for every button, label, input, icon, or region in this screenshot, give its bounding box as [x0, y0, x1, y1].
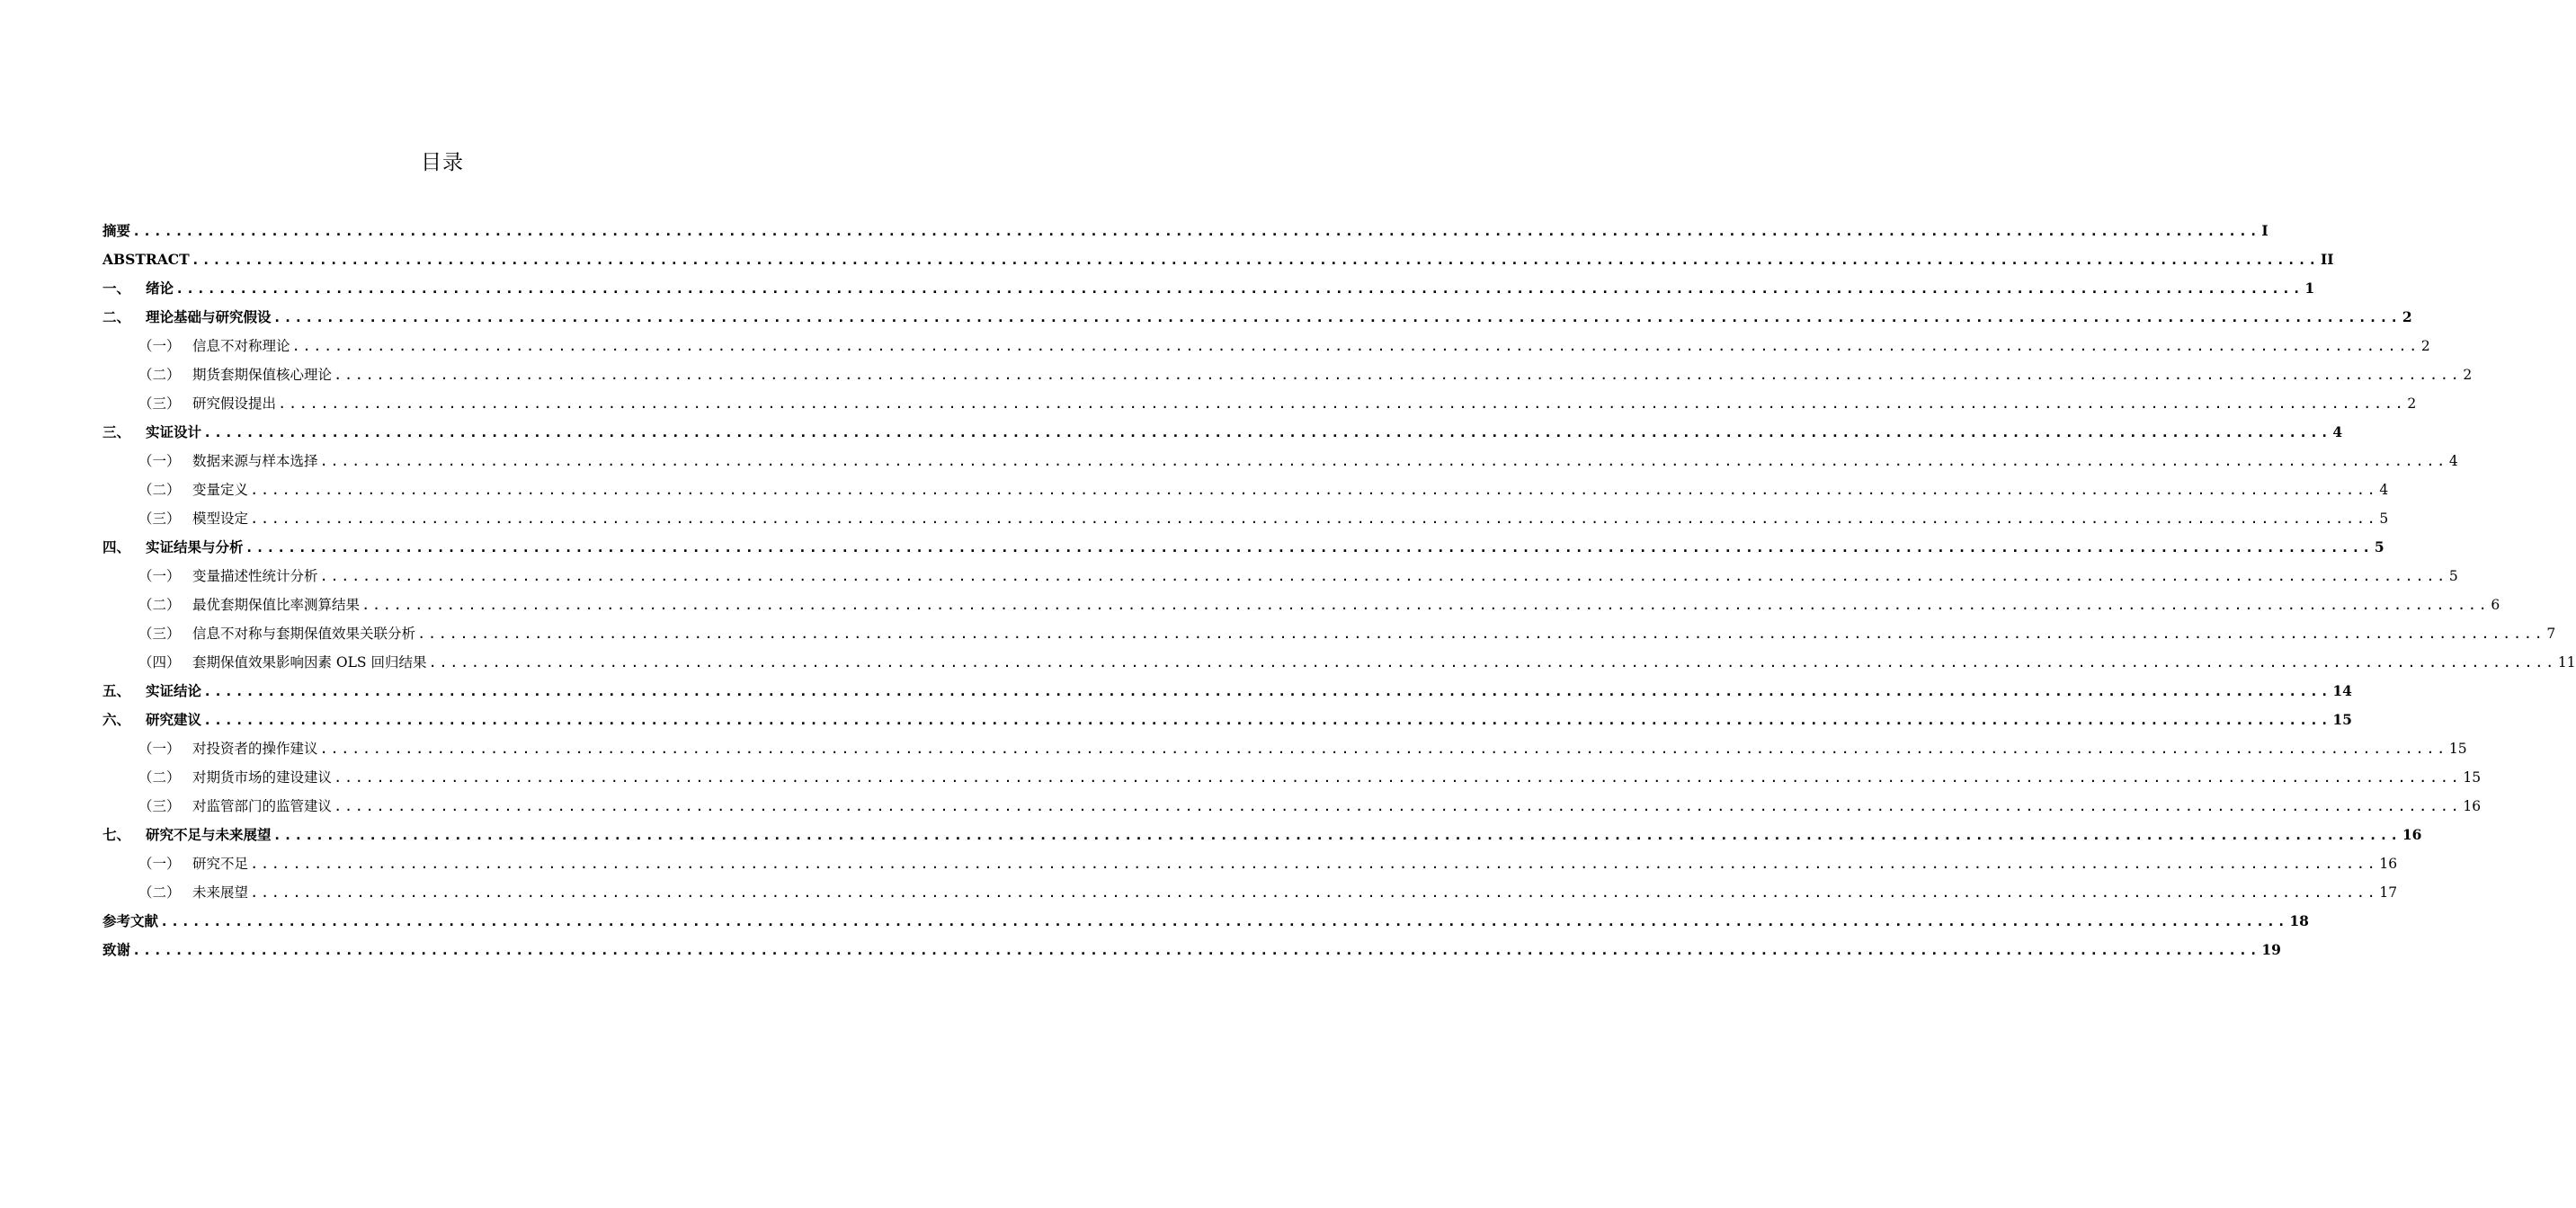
toc-dot-leader: ........................................................................................................................................................................................................: [132, 223, 2260, 239]
toc-entry-number: （一）: [138, 453, 181, 469]
toc-entry-number: （二）: [138, 482, 181, 498]
toc-entry[interactable]: [103, 217, 2268, 245]
toc-entry-title: 参考文献: [103, 912, 159, 929]
toc-entry-page-number: 5: [2379, 511, 2389, 527]
toc-entry-page-number: 14: [2332, 682, 2352, 699]
toc-entry-page-number: 7: [2546, 626, 2556, 642]
toc-entry-number: （二）: [138, 597, 181, 613]
toc-entry-page-number: 6: [2491, 597, 2500, 613]
toc-dot-leader: ........................................................................................................................................................................................................: [203, 683, 2331, 699]
toc-dot-leader: ........................................................................................................................................................................................................: [272, 309, 2401, 325]
toc-entry-number: （一）: [138, 741, 181, 757]
toc-entry-page-number: 19: [2261, 941, 2281, 958]
toc-entry-title: 实证结论: [146, 682, 202, 699]
toc-dot-leader: ........................................................................................................................................................................................................: [319, 568, 2447, 584]
toc-entry-page-number: 5: [2374, 538, 2384, 555]
toc-entry-title: 最优套期保值比率测算结果: [192, 597, 361, 613]
toc-entry-page-number: I: [2261, 222, 2268, 239]
toc-entry-page-number: 4: [2448, 453, 2458, 469]
toc-entry-number: （一）: [138, 856, 181, 872]
toc-entry-title: 未来展望: [192, 884, 249, 901]
toc-dot-leader: ........................................................................................................................................................................................................: [175, 280, 2304, 297]
toc-entry-number: 四、: [103, 538, 131, 555]
toc-entry[interactable]: [103, 648, 2576, 677]
toc-entry[interactable]: [103, 533, 2384, 562]
toc-entry[interactable]: [103, 303, 2412, 332]
toc-entry-title: 理论基础与研究假设: [146, 308, 272, 325]
toc-entry[interactable]: [103, 274, 2315, 303]
toc-entry-number: （一）: [138, 568, 181, 584]
toc-entry-page-number: 2: [2420, 338, 2430, 354]
toc-entry-number: （一）: [138, 338, 181, 354]
toc-entry-title: 对监管部门的监管建议: [192, 798, 333, 814]
toc-entry-number: 二、: [103, 308, 131, 325]
toc-entry-title: 绪论: [146, 280, 174, 297]
toc-entry-page-number: 5: [2448, 568, 2458, 584]
toc-entry-page-number: 2: [2402, 308, 2412, 325]
toc-entry-title: 摘要: [103, 222, 131, 239]
toc-dot-leader: ........................................................................................................................................................................................................: [334, 769, 2462, 786]
toc-dot-leader: ........................................................................................................................................................................................................: [250, 511, 2378, 527]
toc-dot-leader: ........................................................................................................................................................................................................: [361, 597, 2490, 613]
toc-entry-page-number: 15: [2332, 711, 2352, 728]
toc-entry-title: ABSTRACT: [103, 251, 190, 268]
toc-entry-page-number: 4: [2379, 482, 2389, 498]
toc-entry-number: 一、: [103, 280, 131, 297]
toc-entry[interactable]: [103, 447, 2458, 475]
toc-entry-title: 实证结果与分析: [146, 538, 244, 555]
toc-entry-number: 五、: [103, 682, 131, 699]
toc-dot-leader: ........................................................................................................................................................................................................: [291, 338, 2420, 354]
toc-entry-title: 对投资者的操作建议: [192, 741, 318, 757]
toc-entry-page-number: 16: [2463, 798, 2482, 814]
toc-entry-title: 实证设计: [146, 423, 202, 440]
toc-entry[interactable]: [103, 763, 2482, 792]
toc-entry[interactable]: [103, 677, 2352, 706]
toc-dot-leader: ........................................................................................................................................................................................................: [203, 424, 2331, 440]
toc-entry-title: 套期保值效果影响因素 OLS 回归结果: [192, 654, 427, 671]
toc-entry-number: （四）: [138, 654, 181, 671]
toc-entry-page-number: 4: [2332, 423, 2343, 440]
toc-entry[interactable]: [103, 562, 2458, 591]
toc-dot-leader: ........................................................................................................................................................................................................: [250, 856, 2378, 872]
toc-entry-page-number: 11: [2557, 654, 2576, 671]
toc-dot-leader: ........................................................................................................................................................................................................: [272, 827, 2401, 843]
toc-entry[interactable]: [103, 475, 2389, 504]
toc-entry-title: 研究不足与未来展望: [146, 826, 272, 843]
toc-entry-page-number: 16: [2402, 826, 2422, 843]
toc-entry[interactable]: [103, 619, 2556, 648]
toc-dot-leader: ........................................................................................................................................................................................................: [250, 884, 2378, 901]
toc-dot-leader: ........................................................................................................................................................................................................: [319, 453, 2447, 469]
toc-entry-title: 对期货市场的建设建议: [192, 769, 333, 786]
toc-dot-leader: ........................................................................................................................................................................................................: [334, 798, 2462, 814]
toc-entry-title: 变量描述性统计分析: [192, 568, 318, 584]
toc-entry[interactable]: [103, 878, 2398, 907]
toc-entry-page-number: 16: [2379, 856, 2398, 872]
toc-entry-page-number: 1: [2304, 280, 2315, 297]
toc-entry[interactable]: [103, 821, 2422, 849]
toc-dot-leader: ........................................................................................................................................................................................................: [160, 913, 2288, 929]
toc-dot-leader: ........................................................................................................................................................................................................: [428, 654, 2556, 671]
toc-entry-title: 研究建议: [146, 711, 202, 728]
toc-dot-leader: ........................................................................................................................................................................................................: [245, 539, 2373, 555]
toc-entry-number: （三）: [138, 511, 181, 527]
toc-dot-leader: ........................................................................................................................................................................................................: [250, 482, 2378, 498]
toc-entry[interactable]: [103, 706, 2352, 734]
toc-entry-page-number: 2: [2463, 367, 2473, 383]
toc-entry[interactable]: [103, 734, 2467, 763]
toc-entry[interactable]: [103, 591, 2500, 619]
toc-entry-number: （三）: [138, 626, 181, 642]
toc-entry-page-number: 15: [2463, 769, 2482, 786]
toc-dot-leader: ........................................................................................................................................................................................................: [203, 712, 2331, 728]
toc-entry[interactable]: [103, 418, 2343, 447]
toc-dot-leader: ........................................................................................................................................................................................................: [278, 395, 2406, 412]
toc-entry-title: 数据来源与样本选择: [192, 453, 318, 469]
toc-entry-title: 研究不足: [192, 856, 249, 872]
toc-entry-title: 致谢: [103, 941, 131, 958]
toc-entry-number: 六、: [103, 711, 131, 728]
toc-entry-number: 七、: [103, 826, 131, 843]
toc-entry-number: （三）: [138, 798, 181, 814]
page-title: 目录: [421, 151, 464, 174]
toc-entry-number: 三、: [103, 423, 131, 440]
toc-entry[interactable]: [103, 245, 2334, 274]
toc-entry[interactable]: [103, 936, 2281, 964]
toc-entry-page-number: 15: [2448, 741, 2467, 757]
toc-entry-page-number: II: [2321, 251, 2334, 268]
toc-entry[interactable]: [103, 792, 2482, 821]
toc-dot-leader: ........................................................................................................................................................................................................: [417, 626, 2545, 642]
toc-entry[interactable]: [103, 849, 2398, 878]
toc-entry[interactable]: [103, 504, 2389, 533]
toc-entry-page-number: 2: [2407, 395, 2417, 412]
toc-entry-title: 变量定义: [192, 482, 249, 498]
toc-entry-number: （二）: [138, 884, 181, 901]
toc-entry[interactable]: [103, 332, 2430, 360]
toc-entry-number: （三）: [138, 395, 181, 412]
toc-entry-number: （二）: [138, 367, 181, 383]
toc-entry-page-number: 17: [2379, 884, 2398, 901]
toc-entry[interactable]: [103, 907, 2309, 936]
toc-entry-page-number: 18: [2289, 912, 2309, 929]
toc-entry-title: 研究假设提出: [192, 395, 277, 412]
toc-entry-title: 期货套期保值核心理论: [192, 367, 333, 383]
table-of-contents: [103, 217, 2576, 964]
toc-entry-title: 信息不对称理论: [192, 338, 290, 354]
toc-entry-number: （二）: [138, 769, 181, 786]
toc-dot-leader: ........................................................................................................................................................................................................: [191, 252, 2319, 268]
toc-entry[interactable]: [103, 360, 2473, 389]
toc-entry-title: 信息不对称与套期保值效果关联分析: [192, 626, 416, 642]
toc-dot-leader: ........................................................................................................................................................................................................: [319, 741, 2447, 757]
toc-entry[interactable]: [103, 389, 2417, 418]
toc-entry-title: 模型设定: [192, 511, 249, 527]
toc-dot-leader: ........................................................................................................................................................................................................: [132, 942, 2260, 958]
toc-dot-leader: ........................................................................................................................................................................................................: [334, 367, 2462, 383]
